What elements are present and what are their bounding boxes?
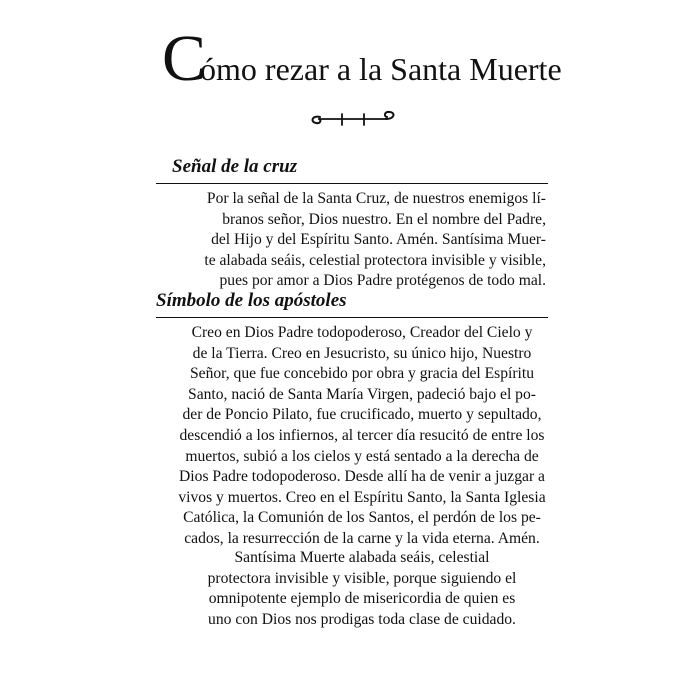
text-line: Señor, que fue concebido por obra y gracia del Espíritu — [189, 365, 535, 383]
text-line: cados, la resurrección de la carne y la vida eterna. Amén. — [184, 529, 540, 547]
text-line: te alabada seáis, celestial protectora invisible y visible, — [204, 251, 546, 269]
text-line: branos señor, Dios nuestro. En el nombre del Padre, — [222, 210, 546, 228]
text-line: Creo en Dios Padre todopoderoso, Creador del Cielo y — [191, 324, 533, 341]
title-text: ómo rezar a la Santa Muerte — [200, 51, 562, 87]
text-line: Santo, nació de Santa María Virgen, padeció bajo el po- — [188, 385, 536, 403]
closing-prayer — [176, 548, 548, 630]
text-line: vivos y muertos. Creo en el Espíritu Santo, la Santa Iglesia — [178, 488, 546, 506]
text-line: Católica, la Comunión de los Santos, el perdón de los pe- — [183, 509, 541, 527]
title-drop-cap: C — [162, 22, 207, 95]
section-rule-simbolo — [156, 317, 548, 318]
section-body-simbolo — [176, 323, 548, 550]
text-line: protectora invisible y visible, porque siguiendo el — [207, 569, 517, 587]
text-line: descendió a los infiernos, al tercer día resucitó de entre los — [179, 426, 545, 444]
text-line: del Hijo y del Espíritu Santo. Amén. Santísima Muer- — [211, 231, 546, 249]
scroll-flourish-icon — [306, 108, 398, 130]
text-line: Por la señal de la Santa Cruz, de nuestros enemigos lí- — [206, 190, 546, 207]
section-rule-senal — [156, 183, 548, 184]
section-heading-senal: Señal de la cruz — [172, 156, 298, 177]
text-line: der de Poncio Pilato, fue crucificado, muerto y sepultado, — [182, 406, 542, 424]
text-line: omnipotente ejemplo de misericordia de quien es — [208, 590, 516, 608]
text-line: pues por amor a Dios Padre protégenos de todo mal. — [219, 272, 546, 290]
text-line: de la Tierra. Creo en Jesucristo, su único hijo, Nuestro — [192, 344, 532, 362]
text-line: Santísima Muerte alabada seáis, celestial — [234, 549, 490, 566]
text-line: muertos, subió a los cielos y está sentado a la derecha de — [185, 447, 539, 465]
text-line: Dios Padre todopoderoso. Desde allí ha de venir a juzgar a — [179, 468, 545, 486]
section-body-senal — [180, 189, 546, 292]
text-line: uno con Dios nos prodigas toda clase de cuidado. — [208, 610, 516, 628]
page-title — [162, 22, 582, 95]
section-heading-simbolo: Símbolo de los apóstoles — [156, 290, 347, 311]
